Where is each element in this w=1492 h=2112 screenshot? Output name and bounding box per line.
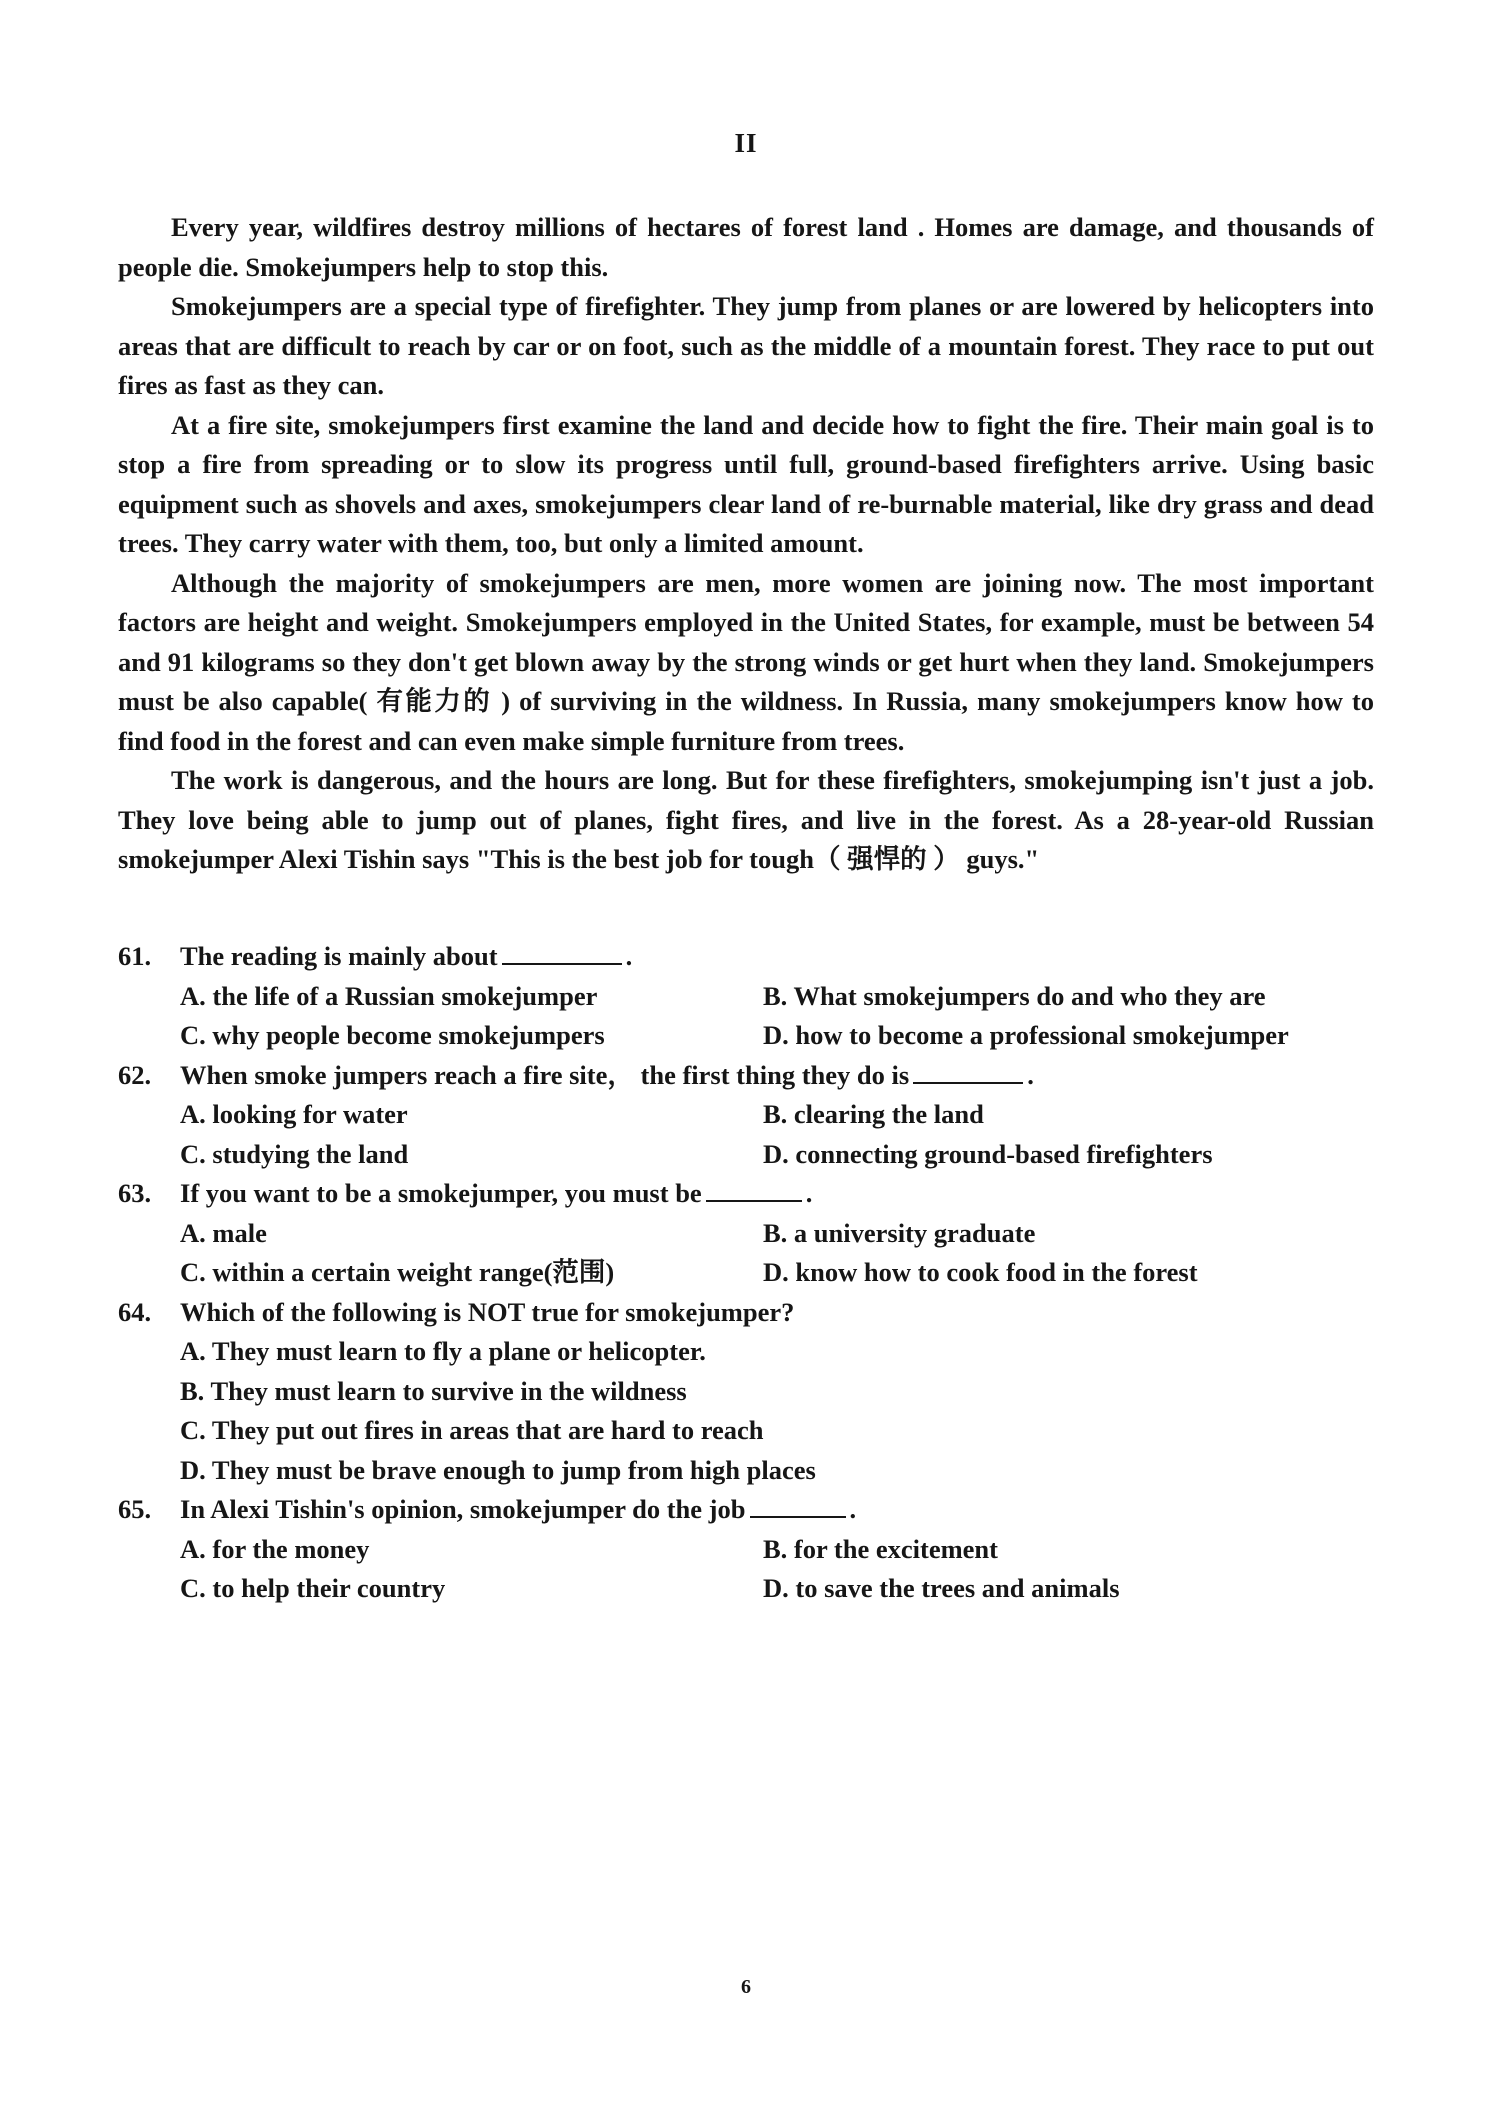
question-text-end: . — [805, 1178, 813, 1208]
question-number: 64. — [118, 1296, 152, 1327]
option-row — [118, 1253, 1374, 1293]
option-c: C. why people become smokejumpers — [180, 1020, 605, 1050]
question-64 — [118, 1293, 1374, 1491]
passage-paragraph-2: Smokejumpers are a special type of firefighter. They jump from planes or are lowered by helicopters into areas that are difficult to reach by car or on foot, such as the middle of a mountain forest. They race to put out fires as fast as they can. — [118, 291, 1374, 400]
passage-paragraph-1: Every year, wildfires destroy millions of hectares of forest land . Homes are damage, and thousands of people die. Smokejumpers help to stop this. — [118, 212, 1374, 282]
question-list — [118, 937, 1374, 1609]
passage-paragraph-5: The work is dangerous, and the hours are long. But for these firefighters, smokejumping isn't just a job. They love being able to jump out of planes, fight fires, and live in the forest. As a 28-year-old Russian smokejumper Alexi Tishin says "This is the best job for tough（ 强悍的 ） guys." — [118, 765, 1374, 874]
option-row — [118, 1016, 1374, 1056]
option-d: D. connecting ground-based firefighters — [763, 1138, 1213, 1169]
answer-blank — [750, 1492, 846, 1518]
option-c: C. They put out fires in areas that are hard to reach — [180, 1415, 764, 1445]
option-a: A. the life of a Russian smokejumper — [180, 980, 598, 1011]
option-row — [118, 977, 1374, 1017]
section-label: II — [734, 128, 758, 158]
question-stem — [118, 1056, 1374, 1096]
option-row — [118, 1214, 1374, 1254]
option-b: B. a university graduate — [763, 1217, 1036, 1248]
option-row — [118, 1569, 1374, 1609]
question-text: Which of the following is NOT true for smokejumper? — [180, 1296, 795, 1327]
question-text: When smoke jumpers reach a fire site， the first thing they do is — [180, 1059, 910, 1090]
option-b: B. What smokejumpers do and who they are — [763, 980, 1266, 1011]
option-b: B. They must learn to survive in the wildness — [180, 1375, 687, 1406]
option-row — [118, 1135, 1374, 1175]
option-c: C. within a certain weight range(范围) — [180, 1257, 615, 1287]
question-63 — [118, 1174, 1374, 1293]
option-a: A. looking for water — [180, 1099, 408, 1129]
option-d: D. know how to cook food in the forest — [763, 1257, 1198, 1287]
answer-blank — [706, 1176, 802, 1202]
question-text: If you want to be a smokejumper, you must be — [180, 1178, 702, 1208]
question-number: 61. — [118, 941, 152, 971]
question-text: The reading is mainly about — [180, 941, 498, 971]
question-number: 62. — [118, 1059, 152, 1090]
option-d: D. how to become a professional smokejumper — [763, 1020, 1289, 1050]
question-stem — [118, 1174, 1374, 1214]
option-d: D. They must be brave enough to jump from high places — [180, 1454, 816, 1485]
passage-paragraph-4: Although the majority of smokejumpers are men, more women are joining now. The most important factors are height and weight. Smokejumpers employed in the United States, for example, must be between 54 and 91 kilograms so they don't get blown away by the strong winds or get hurt when they land. Smokejumpers must be also capable( 有能力的 ) of surviving in the wildness. In Russia, many smokejumpers know how to find food in the forest and can even make simple furniture from trees. — [118, 567, 1374, 756]
reading-passage — [118, 208, 1374, 880]
option-row — [118, 1095, 1374, 1135]
question-62 — [118, 1056, 1374, 1175]
option-row — [118, 1530, 1374, 1570]
question-text-end: . — [849, 1494, 857, 1524]
option-a: A. They must learn to fly a plane or helicopter. — [180, 1336, 706, 1366]
question-stem — [118, 1490, 1374, 1530]
option-a: A. male — [180, 1217, 267, 1248]
question-61 — [118, 937, 1374, 1056]
question-text: In Alexi Tishin's opinion, smokejumper do the job — [180, 1494, 746, 1524]
option-c: C. studying the land — [180, 1138, 409, 1169]
page-number: 6 — [741, 1976, 751, 1998]
option-a: A. for the money — [180, 1533, 370, 1564]
option-d: D. to save the trees and animals — [763, 1573, 1120, 1603]
answer-blank — [913, 1058, 1023, 1084]
question-stem — [118, 937, 1374, 977]
option-b: B. clearing the land — [763, 1099, 984, 1129]
answer-blank — [502, 939, 622, 965]
question-65 — [118, 1490, 1374, 1609]
question-stem — [118, 1293, 1374, 1333]
option-c: C. to help their country — [180, 1573, 446, 1603]
question-number: 65. — [118, 1494, 152, 1524]
option-b: B. for the excitement — [763, 1533, 998, 1564]
question-text-end: . — [625, 941, 633, 971]
passage-paragraph-3: At a fire site, smokejumpers first examine the land and decide how to fight the fire. Their main goal is to stop a fire from spreading or to slow its progress until full, ground-based firefighters arrive. Using basic equipment such as shovels and axes, smokejumpers clear land of re-burnable material, like dry grass and dead trees. They carry water with them, too, but only a limited amount. — [118, 409, 1374, 558]
question-number: 63. — [118, 1178, 152, 1208]
question-text-end: . — [1027, 1059, 1034, 1090]
